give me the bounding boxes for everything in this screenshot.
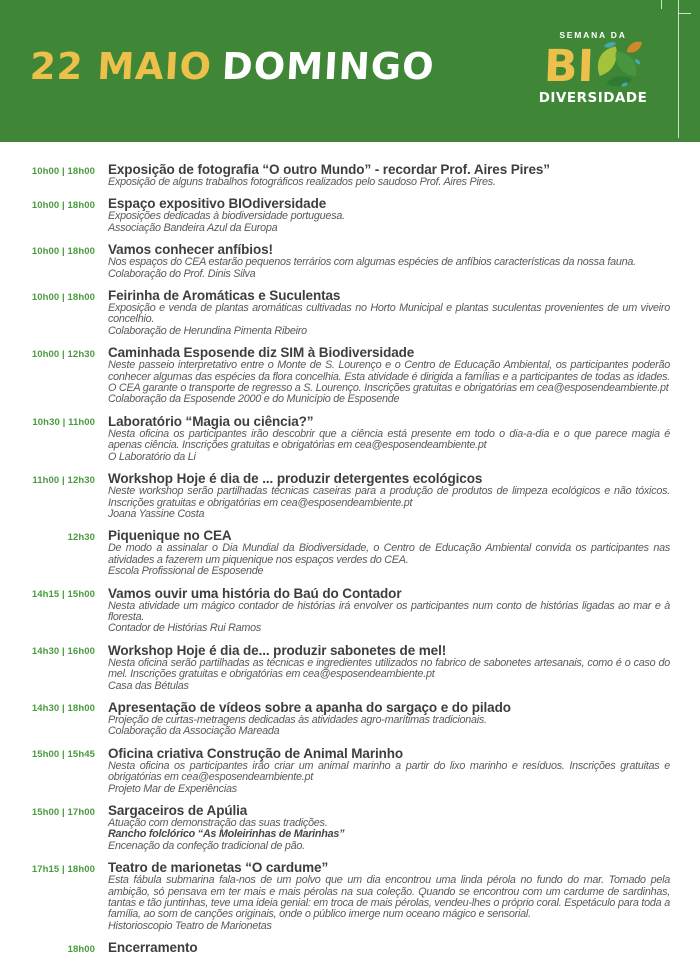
event-row (0, 803, 700, 852)
event-description: Neste passeio interpretativo entre o Monte de S. Lourenço e o Centro de Educação Ambiental, os participantes poderão conhecer algumas das espécies da flora concelhia. Esta atividade é dirigida a famílias e a participantes de todas as idades. O CEA garante o transporte de regresso a S. Lourenço. Inscrições gratuitas e obrigatórias em cea@esposendeambiente.pt (108, 359, 670, 395)
crop-mark-vertical (678, 0, 679, 138)
event-title: Workshop Hoje é dia de ... produzir detergentes ecológicos (108, 471, 483, 487)
event-bold-line: Rancho folclórico “As Moleirinhas de Marinhas” (108, 828, 345, 841)
event-organizer: Contador de Histórias Rui Ramos (108, 622, 262, 635)
event-organizer: Projeto Mar de Experiências (108, 782, 237, 795)
event-title: Laboratório “Magia ou ciência?” (108, 413, 314, 429)
event-title: Vamos conhecer anfíbios! (108, 242, 273, 258)
event-time: 10h30 | 11h00 (32, 417, 95, 429)
logo-semana-da-text: SEMANA DA (559, 30, 627, 40)
event-time: 14h15 | 15h00 (31, 589, 95, 601)
event-title: Piquenique no CEA (108, 528, 232, 544)
event-details (108, 471, 670, 520)
event-time: 14h30 | 16h00 (31, 646, 95, 658)
event-title: Exposição de fotografia “O outro Mundo” - recordar Prof. Aires Pires” (108, 162, 550, 177)
crop-mark-horizontal (678, 13, 691, 14)
date-text: 22 MAIO (28, 45, 214, 88)
event-details (108, 860, 670, 932)
event-details (108, 803, 670, 852)
event-row (0, 586, 700, 635)
event-details (108, 414, 670, 463)
event-organizer: Colaboração do Prof. Dinis Silva (108, 267, 256, 280)
event-time: 14h30 | 18h00 (31, 703, 95, 715)
event-details (108, 242, 670, 280)
event-description: De modo a assinalar o Dia Mundial da Biodiversidade, o Centro de Educação Ambiental convida os participantes nas atividades a fazerem um piquenique nos espaços verdes do CEA. (108, 542, 670, 566)
event-time: 15h00 | 17h00 (31, 806, 95, 818)
event-details (108, 586, 670, 635)
event-description: Nesta oficina serão partilhadas as técnicas e ingredientes utilizados no fabrico de sabonetes artesanais, como é o caso do mel. Inscrições gratuitas e obrigatórias em cea@esposendeambiente.pt (108, 656, 670, 681)
event-details (108, 940, 670, 955)
header-band (0, 0, 700, 142)
event-title: Caminhada Esposende diz SIM à Biodiversidade (108, 345, 415, 361)
event-title: Workshop Hoje é dia de... produzir sabonetes de mel! (108, 642, 447, 658)
event-details (108, 528, 670, 577)
event-details (108, 196, 670, 234)
event-row (0, 860, 700, 932)
event-time: 11h00 | 12h30 (32, 474, 95, 486)
event-description: Nesta atividade um mágico contador de histórias irá envolver os participantes num conto de histórias ligadas ao mar e à floresta. (108, 599, 670, 623)
event-organizer: Associação Bandeira Azul da Europa (108, 221, 278, 234)
event-time: 10h00 | 18h00 (31, 199, 95, 211)
event-description: Nos espaços do CEA estarão pequenos terrários com algumas espécies de anfíbios características da nossa fauna. (108, 256, 636, 269)
event-organizer: Colaboração da Associação Mareada (108, 725, 280, 738)
leaf-rosette-icon (592, 40, 642, 90)
event-row (0, 345, 700, 406)
event-description: Neste workshop serão partilhadas técnicas caseiras para a produção de produtos de limpeza ecológicos e não tóxicos. Inscrições gratuitas e obrigatórias em cea@esposendeambiente.pt (108, 485, 670, 509)
event-time: 18h00 (67, 943, 95, 955)
event-title: Apresentação de vídeos sobre a apanha do sargaço e do pilado (108, 699, 511, 715)
event-title: Sargaceiros de Apúlia (108, 803, 248, 818)
event-title: Encerramento (108, 940, 198, 956)
event-time: 12h30 (67, 531, 95, 543)
event-details (108, 345, 670, 406)
event-row (0, 288, 700, 337)
event-title: Feirinha de Aromáticas e Suculentas (108, 288, 341, 304)
event-details (108, 162, 670, 188)
event-organizer: Escola Profissional de Esposende (108, 565, 264, 578)
event-time: 10h00 | 18h00 (31, 291, 95, 303)
biodiversity-week-logo (532, 30, 654, 106)
event-organizer: Historioscopio Teatro de Marionetas (108, 919, 272, 932)
event-time: 10h00 | 12h30 (31, 348, 95, 360)
event-description: Exposição e venda de plantas aromáticas cultivadas no Horto Municipal e plantas suculentas provenientes de um viveiro concelhio. (108, 302, 670, 326)
event-row (0, 471, 700, 520)
event-description: Atuação com demonstração das suas tradições. (108, 817, 328, 829)
event-details (108, 288, 670, 337)
weekday-text: DOMINGO (220, 45, 436, 88)
event-details (108, 643, 670, 692)
event-row (0, 414, 700, 463)
event-row (0, 746, 700, 795)
event-description: Projeção de curtas-metragens dedicadas às atividades agro-marítimas tradicionais. (108, 713, 487, 726)
event-description: Nesta oficina os participantes irão descobrir que a ciência está presente em todo o dia-a-dia e o que parece magia é apenas ciência. Inscrições gratuitas e obrigatórias em cea@esposendeambiente.pt (108, 427, 670, 452)
event-details (108, 746, 670, 795)
event-time: 10h00 | 18h00 (31, 245, 95, 257)
event-row (0, 700, 700, 738)
event-details (108, 700, 670, 738)
event-title: Teatro de marionetas “O cardume” (108, 860, 329, 876)
event-description: Encenação da confeção tradicional de pão. (108, 839, 305, 852)
page-title (28, 45, 436, 88)
event-organizer: Casa das Bétulas (108, 679, 189, 692)
event-description: Exposições dedicadas à biodiversidade portuguesa. (108, 210, 345, 223)
event-row (0, 162, 700, 188)
logo-bio-row (532, 41, 654, 93)
event-description: Esta fábula submarina fala-nos de um polvo que um dia encontrou uma linda pérola no fundo do mar. Tomado pela ambição, só pensava em ter mais e mais pérolas na sua coleção. Quando se encontrou com um cardume de sardinhas, tantas e tão juntinhas, teve uma ideia genial: em troca de mais pérolas, vendeu-lhes o próprio coral. Espetáculo para toda a família, ao som de canções originais, onde o público imerge num oceano mágico e sensorial. (108, 874, 670, 921)
event-title: Vamos ouvir uma história do Baú do Contador (108, 585, 402, 601)
event-title: Espaço expositivo BIOdiversidade (108, 196, 327, 212)
event-row (0, 242, 700, 280)
event-title: Oficina criativa Construção de Animal Marinho (108, 745, 404, 761)
logo-diversidade-text: DIVERSIDADE (538, 90, 648, 106)
event-time: 17h15 | 18h00 (31, 863, 95, 875)
event-organizer: Colaboração de Herundina Pimenta Ribeiro (108, 324, 307, 337)
event-description: Nesta oficina os participantes irão criar um animal marinho a partir do lixo marinho e resíduos. Inscrições gratuitas e obrigatórias em cea@esposendeambiente.pt (108, 759, 670, 784)
event-row (0, 643, 700, 692)
crop-mark-top-tick (661, 0, 662, 9)
event-description: Exposição de alguns trabalhos fotográficos realizados pelo saudoso Prof. Aires Pires. (108, 176, 496, 188)
event-time: 15h00 | 15h45 (31, 749, 95, 761)
event-row (0, 528, 700, 577)
event-organizer: O Laboratório da Li (108, 450, 196, 463)
event-organizer: Joana Yassine Costa (108, 507, 205, 520)
event-time: 10h00 | 18h00 (31, 165, 95, 177)
event-row (0, 196, 700, 234)
event-organizer: Colaboração da Esposende 2000 e do Município de Esposende (108, 393, 400, 406)
schedule-list (0, 142, 700, 955)
logo-bi-text: BI (542, 41, 595, 93)
event-row (0, 940, 700, 955)
